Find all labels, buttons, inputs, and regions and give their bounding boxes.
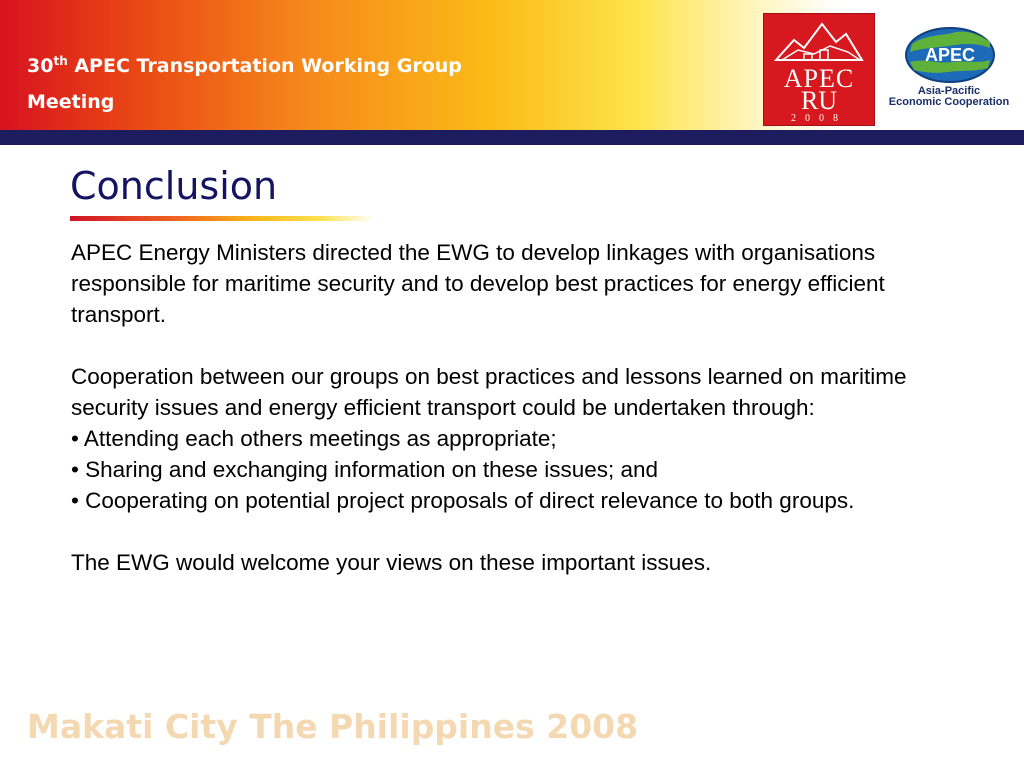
apec-ru-logo-year: 2008 xyxy=(791,113,847,124)
body-paragraph-2: Cooperation between our groups on best practices and lessons learned on maritime security issues and energy efficient transport could be undertaken through: xyxy=(71,364,907,420)
slide-body xyxy=(71,237,971,578)
paragraph-spacer xyxy=(71,330,971,361)
bullet-item: • Sharing and exchanging information on these issues; and xyxy=(71,457,659,482)
body-paragraph-1: APEC Energy Ministers directed the EWG to develop linkages with organisations responsible for maritime security and to develop best practices for energy efficient transport. xyxy=(71,240,885,327)
paragraph-spacer xyxy=(71,516,971,547)
slide-title: Conclusion xyxy=(70,164,278,208)
meeting-title-suffix: th xyxy=(53,54,68,68)
apec-logo-caption-line1: Asia-Pacific xyxy=(917,85,981,97)
meeting-title-line2: Meeting xyxy=(27,91,115,113)
apec-logo xyxy=(880,26,1018,116)
apec-globe-icon xyxy=(904,26,996,84)
header-divider-band xyxy=(0,130,1024,145)
meeting-title-ordinal: 30 xyxy=(27,55,54,77)
apec-ru-logo-line1: APEC xyxy=(783,64,855,93)
apec-globe-text: APEC xyxy=(924,45,976,65)
title-underline xyxy=(70,216,375,221)
apec-logo-caption-line2: Economic Cooperation xyxy=(888,96,1010,108)
footer-location: Makati City The Philippines 2008 xyxy=(27,707,639,746)
body-paragraph-3: The EWG would welcome your views on these important issues. xyxy=(71,550,712,575)
header-banner xyxy=(0,0,1024,130)
meeting-title-line1: APEC Transportation Working Group xyxy=(67,55,462,77)
mountain-icon xyxy=(774,20,864,64)
bullet-item: • Cooperating on potential project proposals of direct relevance to both groups. xyxy=(71,488,855,513)
apec-ru-logo-line2: RU xyxy=(800,86,838,115)
apec-ru-2008-logo xyxy=(763,13,875,126)
meeting-title xyxy=(27,49,547,119)
bullet-item: • Attending each others meetings as appropriate; xyxy=(71,426,557,451)
